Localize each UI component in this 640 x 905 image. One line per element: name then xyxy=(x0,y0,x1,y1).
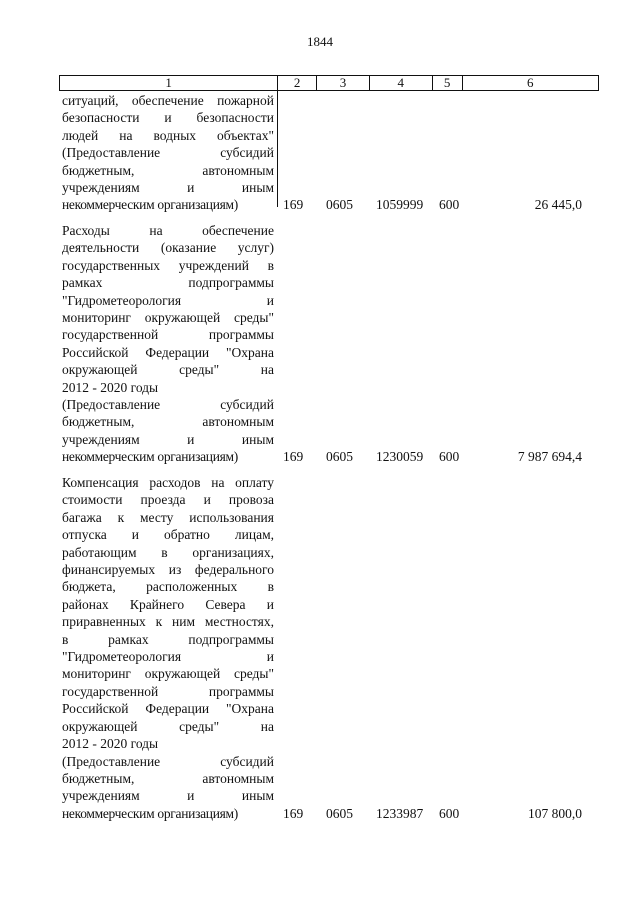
column-header-1: 1 xyxy=(60,76,278,90)
description-line: (Предоставление субсидий xyxy=(62,397,274,413)
description-line: мониторинг окружающей среды" xyxy=(62,666,274,682)
table-row xyxy=(62,474,602,822)
cell-vr: 600 xyxy=(439,805,460,821)
description-line: учреждениям и иным xyxy=(62,788,274,804)
column-header-6: 6 xyxy=(527,75,534,90)
description-line: работающим в организациях, xyxy=(62,544,274,560)
cell-rz: 0605 xyxy=(326,449,353,465)
table-row xyxy=(62,222,602,466)
description-line: финансируемых из федерального xyxy=(62,562,274,578)
cell-vr: 600 xyxy=(439,449,460,465)
description-line: бюджетным, автономным xyxy=(62,770,274,786)
description-line: учреждениям и иным xyxy=(62,431,274,447)
description-line: в рамках подпрограммы xyxy=(62,631,274,647)
cell-gr: 169 xyxy=(283,449,304,465)
description-line: рамках подпрограммы xyxy=(62,275,274,291)
cell-sum: 7 987 694,4 xyxy=(517,449,582,465)
description-line: "Гидрометеорология и xyxy=(62,292,274,308)
description-line: "Гидрометеорология и xyxy=(62,649,274,665)
description-line: отпуска и обратно лицам, xyxy=(62,527,274,543)
table-row xyxy=(62,92,602,214)
cell-sum: 26 445,0 xyxy=(534,197,582,213)
cell-cs: 1233987 xyxy=(376,805,424,821)
description-line: районах Крайнего Севера и xyxy=(62,596,274,612)
description-line: государственной программы xyxy=(62,683,274,699)
description-line: Расходы на обеспечение xyxy=(62,223,274,238)
description-line: бюджетным, автономным xyxy=(62,162,274,178)
page-number: 1844 xyxy=(307,34,333,49)
description-line: бюджетным, автономным xyxy=(62,414,274,430)
table-header-row xyxy=(59,75,599,91)
row-description xyxy=(62,92,274,214)
cell-cs: 1059999 xyxy=(376,197,424,213)
description-line: 2012 - 2020 годы xyxy=(62,736,159,752)
row-description xyxy=(62,474,274,822)
description-line: некоммерческим организациям) xyxy=(62,805,238,821)
cell-rz: 0605 xyxy=(326,197,353,213)
description-line: людей на водных объектах" xyxy=(62,127,274,143)
description-line: (Предоставление субсидий xyxy=(62,753,274,769)
cell-rz: 0605 xyxy=(326,805,353,821)
description-line: приравненных к ним местностях, xyxy=(62,614,274,630)
description-line: некоммерческим организациям) xyxy=(62,449,238,465)
description-line: (Предоставление субсидий xyxy=(62,145,274,161)
description-line: бюджета, расположенных в xyxy=(62,579,274,595)
column-header-3: 3 xyxy=(317,76,370,90)
cell-gr: 169 xyxy=(283,197,304,213)
column-header-4: 4 xyxy=(370,76,433,90)
cell-gr: 169 xyxy=(283,805,304,821)
description-line: деятельности (оказание услуг) xyxy=(62,240,274,256)
description-line: некоммерческим организациям) xyxy=(62,197,238,213)
column-header-2: 2 xyxy=(278,76,317,90)
row-description xyxy=(62,222,274,466)
description-line: багажа к месту использования xyxy=(62,509,274,525)
description-line: государственной программы xyxy=(62,327,274,343)
description-line: учреждениям и иным xyxy=(62,180,274,196)
description-line: стоимости проезда и провоза xyxy=(62,492,274,508)
description-line: Российской Федерации "Охрана xyxy=(62,701,274,717)
description-line: окружающей среды" на xyxy=(62,718,274,734)
column-header-5: 5 xyxy=(433,76,463,90)
description-line: ситуаций, обеспечение пожарной xyxy=(62,93,274,108)
description-line: окружающей среды" на xyxy=(62,362,274,378)
description-line: 2012 - 2020 годы xyxy=(62,379,159,395)
description-line: безопасности и безопасности xyxy=(62,110,274,126)
description-line: Компенсация расходов на оплату xyxy=(62,475,274,490)
description-line: государственных учреждений в xyxy=(62,257,274,273)
cell-sum: 107 800,0 xyxy=(528,805,582,821)
cell-vr: 600 xyxy=(439,197,460,213)
description-line: мониторинг окружающей среды" xyxy=(62,310,274,326)
description-line: Российской Федерации "Охрана xyxy=(62,344,274,360)
cell-cs: 1230059 xyxy=(376,449,424,465)
